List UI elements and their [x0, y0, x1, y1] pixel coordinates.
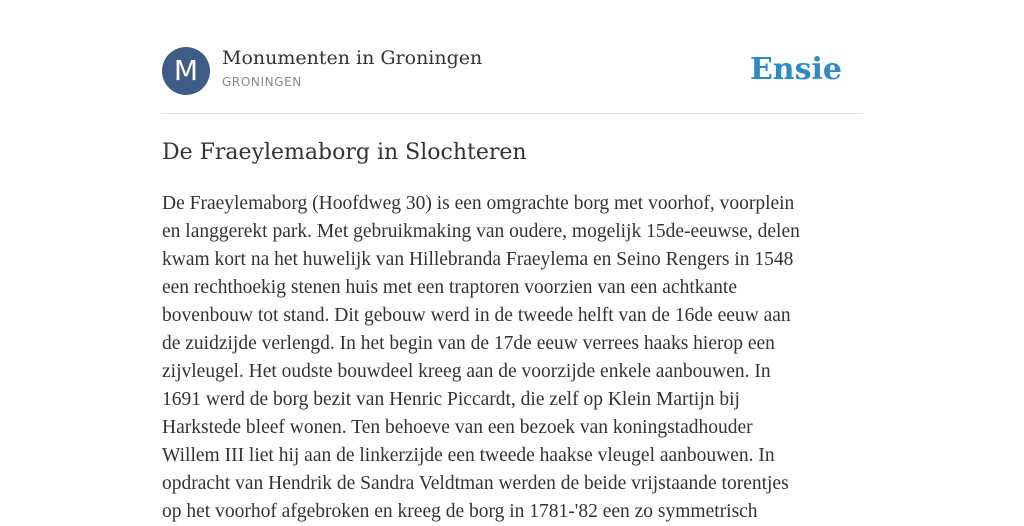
body-line: opdracht van Hendrik de Sandra Veldtman werden de beide vrijstaande torentjes	[162, 473, 789, 494]
header-divider	[162, 113, 862, 114]
article-body	[162, 190, 862, 526]
body-line: De Fraeylemaborg (Hoofdweg 30) is een omgrachte borg met voorhof, voorplein	[162, 193, 795, 214]
avatar[interactable]: M	[162, 47, 210, 95]
article-title: De Fraeylemaborg in Slochteren	[162, 140, 527, 165]
body-line: en langgerekt park. Met gebruikmaking van oudere, mogelijk 15de-eeuwse, delen	[162, 221, 800, 242]
site-title[interactable]: Monumenten in Groningen	[222, 47, 483, 69]
body-line: bovenbouw tot stand. Dit gebouw werd in de tweede helft van de 16de eeuw aan	[162, 305, 791, 326]
body-line: kwam kort na het huwelijk van Hillebranda Fraeylema en Seino Rengers in 1548	[162, 249, 794, 270]
body-line: op het voorhof afgebroken en kreeg de borg in 1781-'82 een zo symmetrisch	[162, 501, 758, 522]
body-line: 1691 werd de borg bezit van Henric Piccardt, die zelf op Klein Martijn bij	[162, 389, 740, 410]
body-line: Harkstede bleef wonen. Ten behoeve van een bezoek van koningstadhouder	[162, 417, 753, 438]
site-subtitle[interactable]: GRONINGEN	[222, 75, 302, 89]
body-line: een rechthoekig stenen huis met een traptoren voorzien van een achtkante	[162, 277, 738, 298]
site-header	[162, 46, 862, 96]
body-line: zijvleugel. Het oudste bouwdeel kreeg aan de voorzijde enkele aanbouwen. In	[162, 361, 771, 382]
body-line: de zuidzijde verlengd. In het begin van de 17de eeuw verrees haaks hierop een	[162, 333, 775, 354]
body-line: Willem III liet hij aan de linkerzijde een tweede haakse vleugel aanbouwen. In	[162, 445, 775, 466]
brand-logo[interactable]: Ensie	[749, 52, 842, 87]
